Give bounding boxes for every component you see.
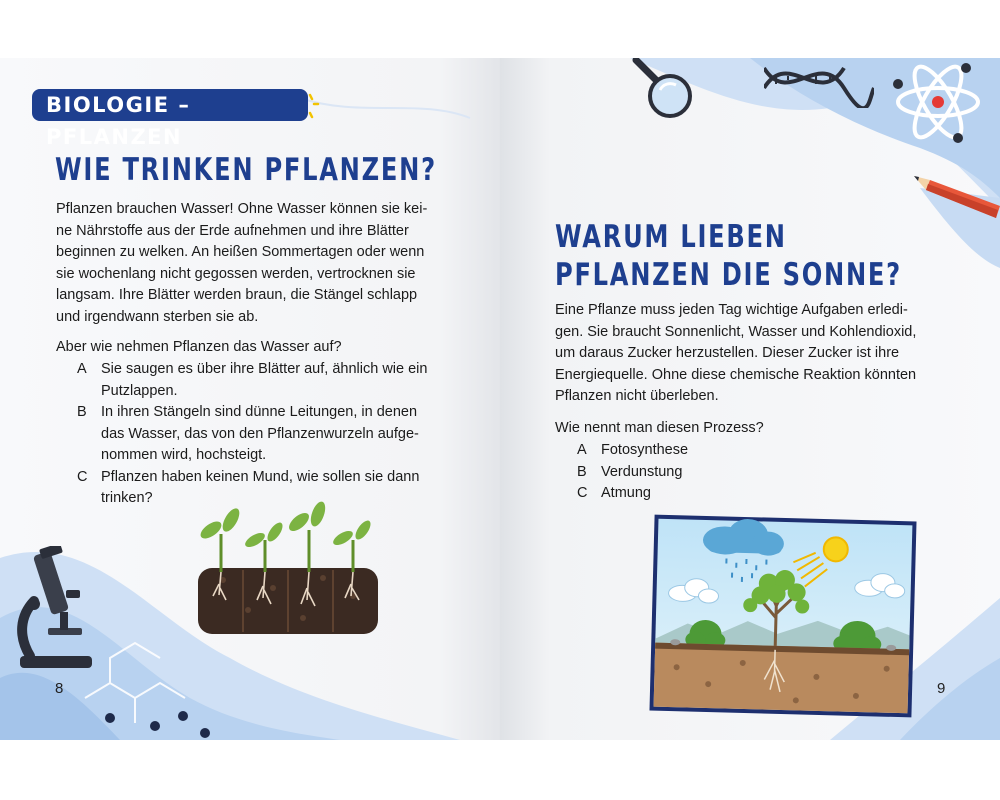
atom-icon	[888, 60, 988, 150]
category-badge: BIOLOGIE – PFLANZEN	[32, 89, 308, 121]
option-line: Pflanzen haben keinen Mund, wie sollen sie dann	[101, 468, 420, 485]
sparkle-icon	[296, 92, 320, 120]
paragraph-line: Pflanzen brauchen Wasser! Ohne Wasser können sie kei-	[56, 201, 428, 217]
right-page-paragraph	[555, 300, 975, 408]
right-page	[500, 58, 1000, 740]
option-line: Verdunstung	[601, 463, 683, 480]
option-letter: B	[77, 404, 87, 420]
paragraph-line: und irgendwann sterben sie ab.	[56, 308, 259, 325]
option-line: Atmung	[601, 485, 651, 501]
option-line: nommen wird, hochsteigt.	[101, 447, 267, 463]
paragraph-line: Eine Pflanze muss jeden Tag wichtige Aufgaben erledi-	[555, 302, 908, 318]
left-page-title: WIE TRINKEN PFLANZEN?	[55, 152, 437, 188]
right-page-question: Wie nennt man diesen Prozess?	[555, 420, 764, 436]
option-b	[77, 402, 477, 467]
option-letter: A	[577, 442, 587, 458]
right-title-line: PFLANZEN DIE SONNE?	[555, 257, 902, 293]
microscope-icon	[10, 546, 100, 676]
option-line: Fotosynthese	[601, 442, 689, 458]
option-letter: A	[77, 361, 87, 377]
magnifying-glass-icon	[630, 58, 700, 128]
paragraph-line: beginnen zu welken. An heißen Sommertagen oder wenn	[56, 244, 425, 260]
paragraph-line: Pflanzen nicht überleben.	[555, 388, 719, 404]
option-line: Sie saugen es über ihre Blätter auf, ähnlich wie ein	[101, 361, 428, 377]
option-line: In ihren Stängeln sind dünne Leitungen, in denen	[101, 404, 418, 420]
option-a	[77, 359, 477, 402]
left-page-options	[77, 359, 477, 510]
book-spread	[0, 58, 1000, 740]
option-line: das Wasser, das von den Pflanzenwurzeln aufge-	[101, 425, 419, 442]
paragraph-line: um daraus Zucker herzustellen. Dieser Zucker ist ihre	[555, 345, 900, 361]
left-page-number: 8	[55, 680, 64, 697]
paragraph-line: ne Nährstoffe aus der Erde aufnehmen und ihre Blätter	[56, 222, 409, 239]
right-page-number: 9	[937, 680, 946, 697]
paragraph-line: sie wochenlang nicht gegossen werden, vertrocknen sie	[56, 265, 416, 282]
option-letter: B	[577, 463, 587, 480]
option-line: trinken?	[101, 490, 153, 506]
option-letter: C	[77, 468, 88, 485]
option-line: Putzlappen.	[101, 382, 178, 399]
option-a	[577, 440, 877, 462]
dna-helix-icon	[764, 58, 874, 108]
right-page-title	[555, 218, 1000, 294]
left-page-paragraph	[56, 199, 476, 328]
paragraph-line: langsam. Ihre Blätter werden braun, die Stängel schlapp	[56, 287, 418, 303]
left-page-question: Aber wie nehmen Pflanzen das Wasser auf?	[56, 339, 342, 355]
paragraph-line: Energiequelle. Ohne diese chemische Reaktion könnten	[555, 366, 917, 383]
paragraph-line: gen. Sie braucht Sonnenlicht, Wasser und Kohlendioxid,	[555, 323, 917, 340]
photosynthesis-landscape-illustration	[648, 514, 918, 718]
right-page-options	[577, 440, 877, 505]
left-page	[0, 58, 500, 740]
seedling-tray-illustration	[193, 500, 383, 640]
right-title-line: WARUM LIEBEN	[555, 219, 787, 255]
option-letter: C	[577, 485, 588, 501]
option-b	[577, 462, 877, 484]
option-c	[577, 483, 877, 505]
